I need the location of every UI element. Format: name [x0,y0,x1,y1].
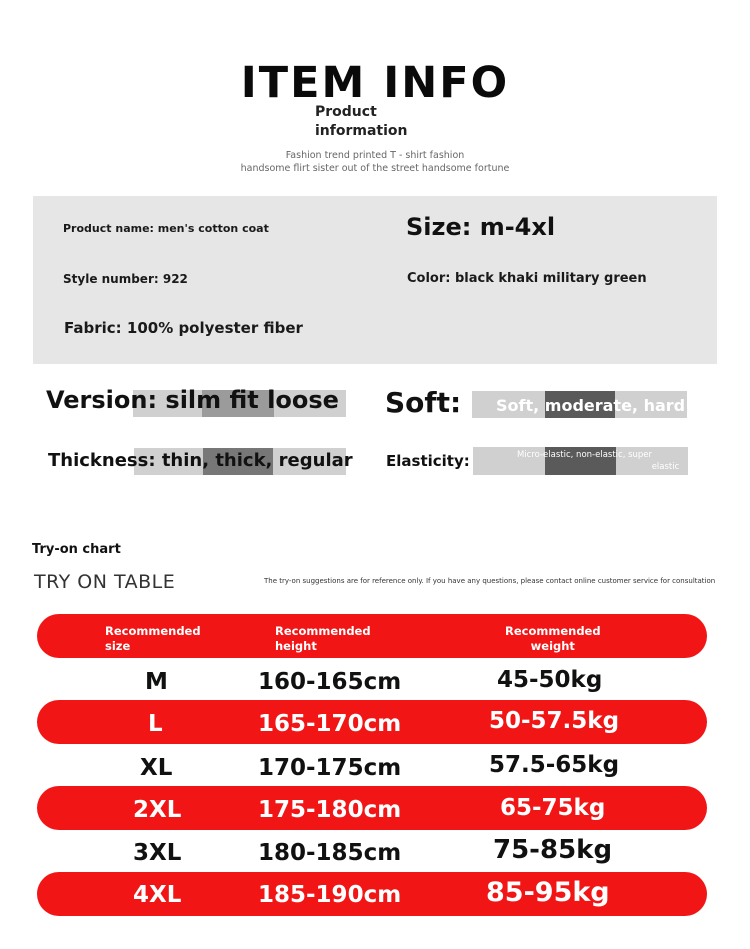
row-size: XL [140,755,173,781]
page-title: ITEM INFO [240,58,510,108]
tryon-table-title: TRY ON TABLE [34,571,176,593]
page-subtitle [315,103,408,141]
row-height: 185-190cm [258,882,402,908]
thickness-attribute: Thickness: thin, thick, regular [48,450,353,471]
header-size-line-2: size [105,639,131,653]
style-number: Style number: 922 [63,272,188,286]
header-weight-line-2: weight [530,639,575,653]
product-name: Product name: men's cotton coat [63,222,269,235]
row-weight: 50-57.5kg [489,708,620,734]
header-size-line-1: Recommended [105,624,201,638]
row-size: 2XL [133,797,182,823]
tagline-line-1: Fashion trend printed T - shirt fashion [285,150,465,161]
header-size [105,624,201,654]
tryon-note: The try-on suggestions are for reference only. If you have any questions, please contact online customer service for consultation [264,577,716,585]
row-size: 3XL [133,840,182,866]
soft-options: Soft, moderate, hard [496,396,686,415]
header-height-line-2: height [275,639,317,653]
version-attribute: Version: silm fit loose [46,386,339,414]
soft-label: Soft: [385,386,462,419]
row-size: L [148,711,163,737]
row-weight: 75-85kg [493,835,613,865]
row-height: 170-175cm [258,755,402,781]
elasticity-options [473,449,688,473]
product-color: Color: black khaki military green [407,271,647,286]
row-weight: 57.5-65kg [489,752,620,778]
row-size: 4XL [133,882,182,908]
header-weight [505,624,601,654]
elasticity-label: Elasticity: [386,452,470,470]
row-weight: 65-75kg [500,795,606,821]
row-height: 165-170cm [258,711,402,737]
tagline [0,149,750,175]
subtitle-line-2: information [315,123,408,139]
row-size: M [145,669,168,695]
product-size: Size: m-4xl [406,213,556,241]
header-weight-line-1: Recommended [505,624,601,638]
subtitle-line-1: Product [315,104,377,120]
row-height: 175-180cm [258,797,402,823]
header-height-line-1: Recommended [275,624,371,638]
row-weight: 45-50kg [497,667,603,693]
tagline-line-2: handsome flirt sister out of the street handsome fortune [240,163,510,174]
tryon-chart-label: Try-on chart [32,542,121,557]
elasticity-options-line-2: elastic [651,462,680,472]
elasticity-options-line-1: Micro-elastic, non-elastic, super [516,450,653,460]
product-fabric: Fabric: 100% polyester fiber [64,319,303,337]
row-height: 180-185cm [258,840,402,866]
row-weight: 85-95kg [486,877,610,908]
row-height: 160-165cm [258,669,402,695]
header-height [275,624,371,654]
